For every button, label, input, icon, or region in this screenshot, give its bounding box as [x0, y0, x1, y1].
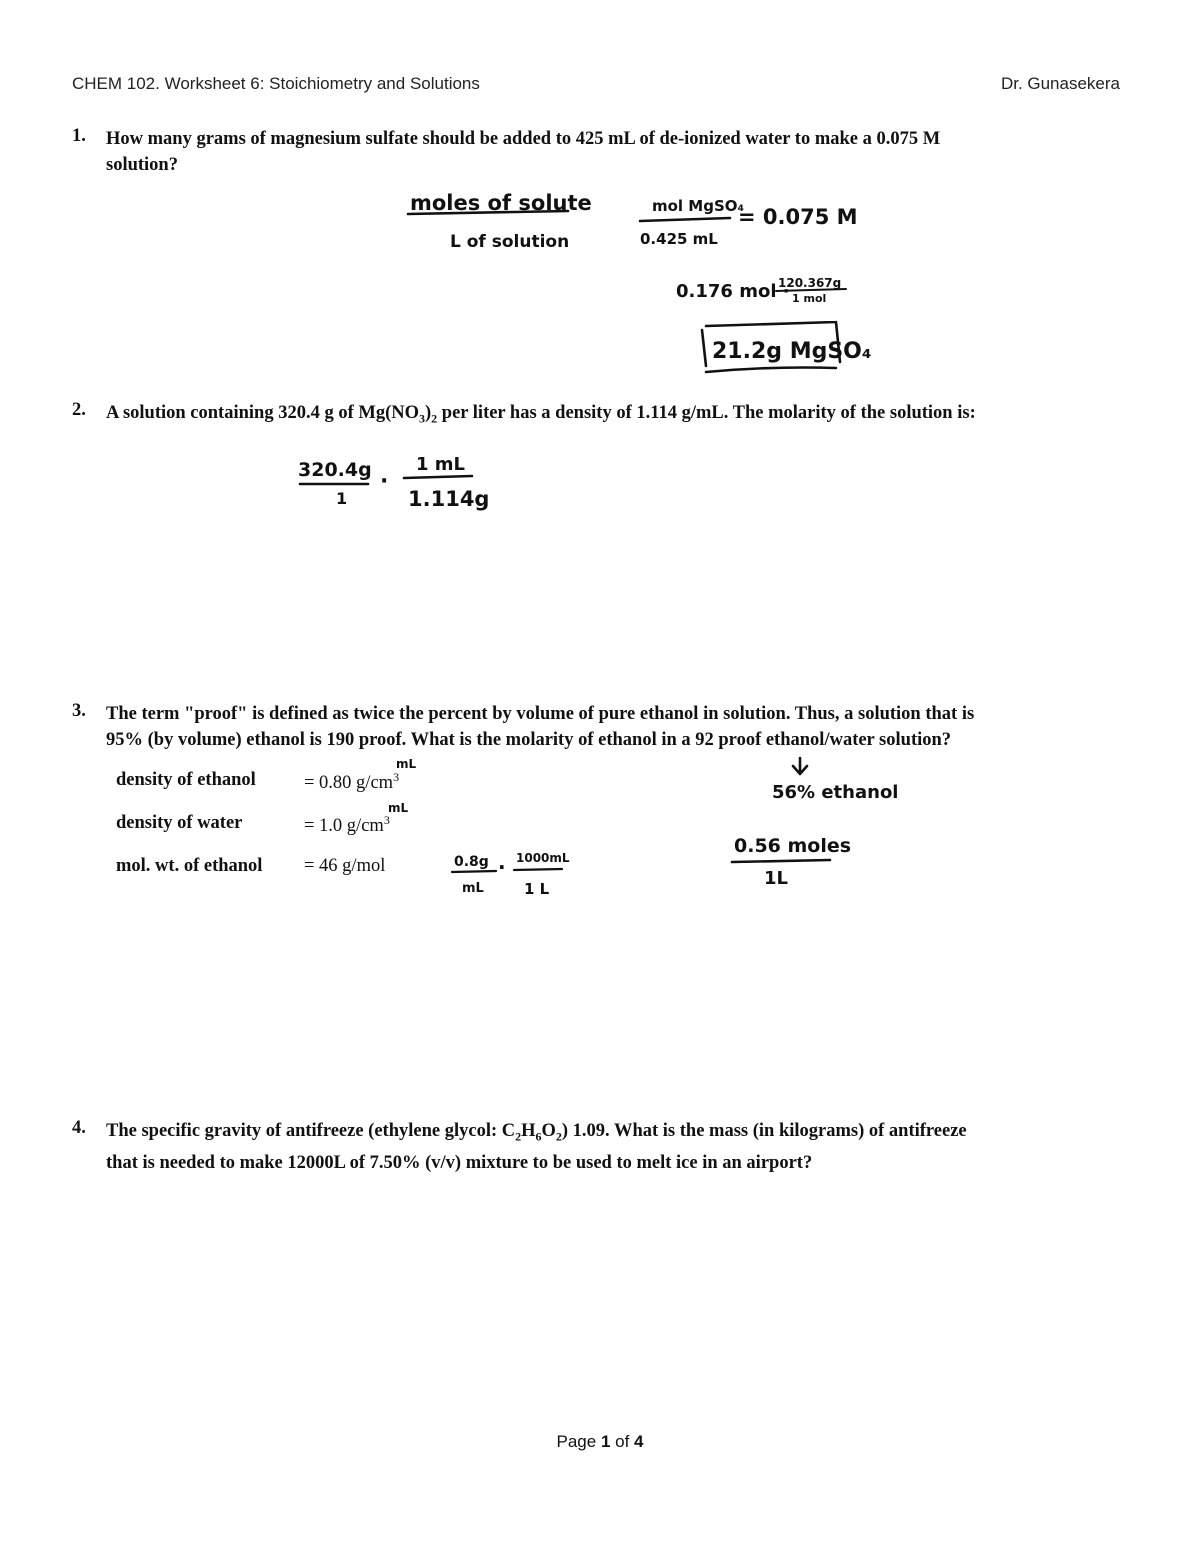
hw-056-moles: 0.56 moles — [734, 835, 852, 857]
q4-text-b: ) 1.09. What is the mass (in kilograms) of antifreeze — [561, 1121, 967, 1141]
hw-arrow-down — [793, 758, 807, 774]
course-title: CHEM 102. Worksheet 6: Stoichiometry and Solutions — [72, 74, 480, 93]
given-molar-mass-value: = 46 g/mol — [304, 856, 386, 876]
footer-page-word: Page — [556, 1432, 601, 1451]
hw-fraction-bar-7 — [514, 869, 562, 870]
hw-fraction-bar-5 — [404, 476, 472, 478]
q4-sub-o: 2 — [555, 1129, 562, 1144]
given-value-text: = 1.0 g/cm — [304, 816, 384, 837]
hw-answer: 21.2g MgSO₄ — [712, 339, 872, 364]
q4-sub-c: 2 — [515, 1129, 522, 1144]
q4-o: O — [541, 1121, 556, 1141]
hw-ml-above-water: mL — [388, 801, 409, 815]
hw-fraction-bar-8 — [732, 860, 830, 862]
question-1-line-1: How many grams of magnesium sulfate should be added to 425 mL of de-ionized water to make a 0.075 M — [106, 129, 941, 149]
q4-h: H — [521, 1121, 536, 1141]
question-3-line-2: 95% (by volume) ethanol is 190 proof. What is the molarity of ethanol in a 92 proof ethanol/water solution? — [106, 730, 952, 750]
hw-denom-1: 1 — [336, 489, 348, 508]
question-3-line-1: The term "proof" is defined as twice the percent by volume of pure ethanol in solution. Thus, a solution that is — [106, 704, 975, 724]
question-4-text — [106, 1118, 1146, 1176]
hw-0176-mol: 0.176 mol · — [676, 281, 790, 302]
hw-56-ethanol: 56% ethanol — [772, 782, 899, 803]
q4-sub-h: 6 — [535, 1129, 542, 1144]
hw-dot-2: · — [498, 855, 506, 879]
question-4-line-2: that is needed to make 12000L of 7.50% (v/v) mixture to be used to melt ice in an airport? — [106, 1152, 813, 1173]
footer-page-total: 4 — [634, 1432, 644, 1451]
page-footer — [0, 1432, 1200, 1452]
hw-ml-above-ethanol: mL — [396, 757, 417, 771]
q2-sub-2: 2 — [431, 411, 438, 426]
hw-1ml: 1 mL — [416, 454, 466, 475]
hw-dot-1: · — [380, 469, 389, 494]
question-1-number: 1. — [72, 126, 86, 146]
question-2-number: 2. — [72, 400, 86, 420]
q2-text-c: per liter has a density of 1.114 g/mL. The molarity of the solution is: — [437, 403, 976, 423]
hw-3204g: 320.4g — [298, 459, 372, 481]
given-value-text: = 0.80 g/cm — [304, 773, 394, 794]
given-sup: 3 — [383, 813, 390, 827]
hw-fraction-bar-6 — [452, 871, 496, 872]
q4-text-a: The specific gravity of antifreeze (ethylene glycol: C — [106, 1121, 516, 1141]
hw-eq-0075m: = 0.075 M — [738, 205, 858, 229]
question-1-line-2: solution? — [106, 155, 178, 175]
question-3-number: 3. — [72, 701, 86, 721]
footer-page-number: 1 — [600, 1432, 611, 1451]
hw-fraction-bar-2 — [640, 218, 730, 221]
q2-text-a: A solution containing 320.4 g of Mg(NO — [106, 403, 419, 423]
hw-0425-ml: 0.425 mL — [640, 230, 718, 248]
question-4-line-1 — [106, 1118, 1146, 1150]
question-2-text — [106, 400, 1166, 432]
hw-1-mol: 1 mol — [792, 292, 827, 305]
hw-moles-of-solute: moles of solute — [410, 191, 592, 215]
hw-mol-mgso4: mol MgSO₄ — [652, 197, 745, 215]
given-density-ethanol-label: density of ethanol — [116, 770, 256, 790]
hw-1000ml: 1000mL — [516, 851, 570, 865]
hw-l-of-solution: L of solution — [450, 232, 570, 252]
given-density-water-value — [304, 813, 390, 837]
hw-1114g: 1.114g — [408, 487, 490, 511]
hw-1l: 1 L — [524, 880, 550, 898]
given-sup: 3 — [393, 770, 400, 784]
hw-ml-denominator: mL — [462, 881, 484, 896]
instructor-name: Dr. Gunasekera — [1000, 74, 1120, 93]
question-3-text — [106, 701, 1166, 753]
question-4-number: 4. — [72, 1118, 86, 1138]
given-molar-mass-label: mol. wt. of ethanol — [116, 856, 263, 876]
given-density-water-label: density of water — [116, 813, 243, 833]
hw-08g: 0.8g — [454, 854, 489, 870]
q2-sub-3: 3 — [418, 411, 425, 426]
hw-1l-b: 1L — [764, 868, 788, 889]
hw-molar-mass: 120.367g — [778, 276, 842, 290]
footer-of-word: of — [610, 1432, 635, 1451]
q2-text-b: ) — [424, 403, 432, 423]
given-density-ethanol-value — [304, 770, 399, 794]
